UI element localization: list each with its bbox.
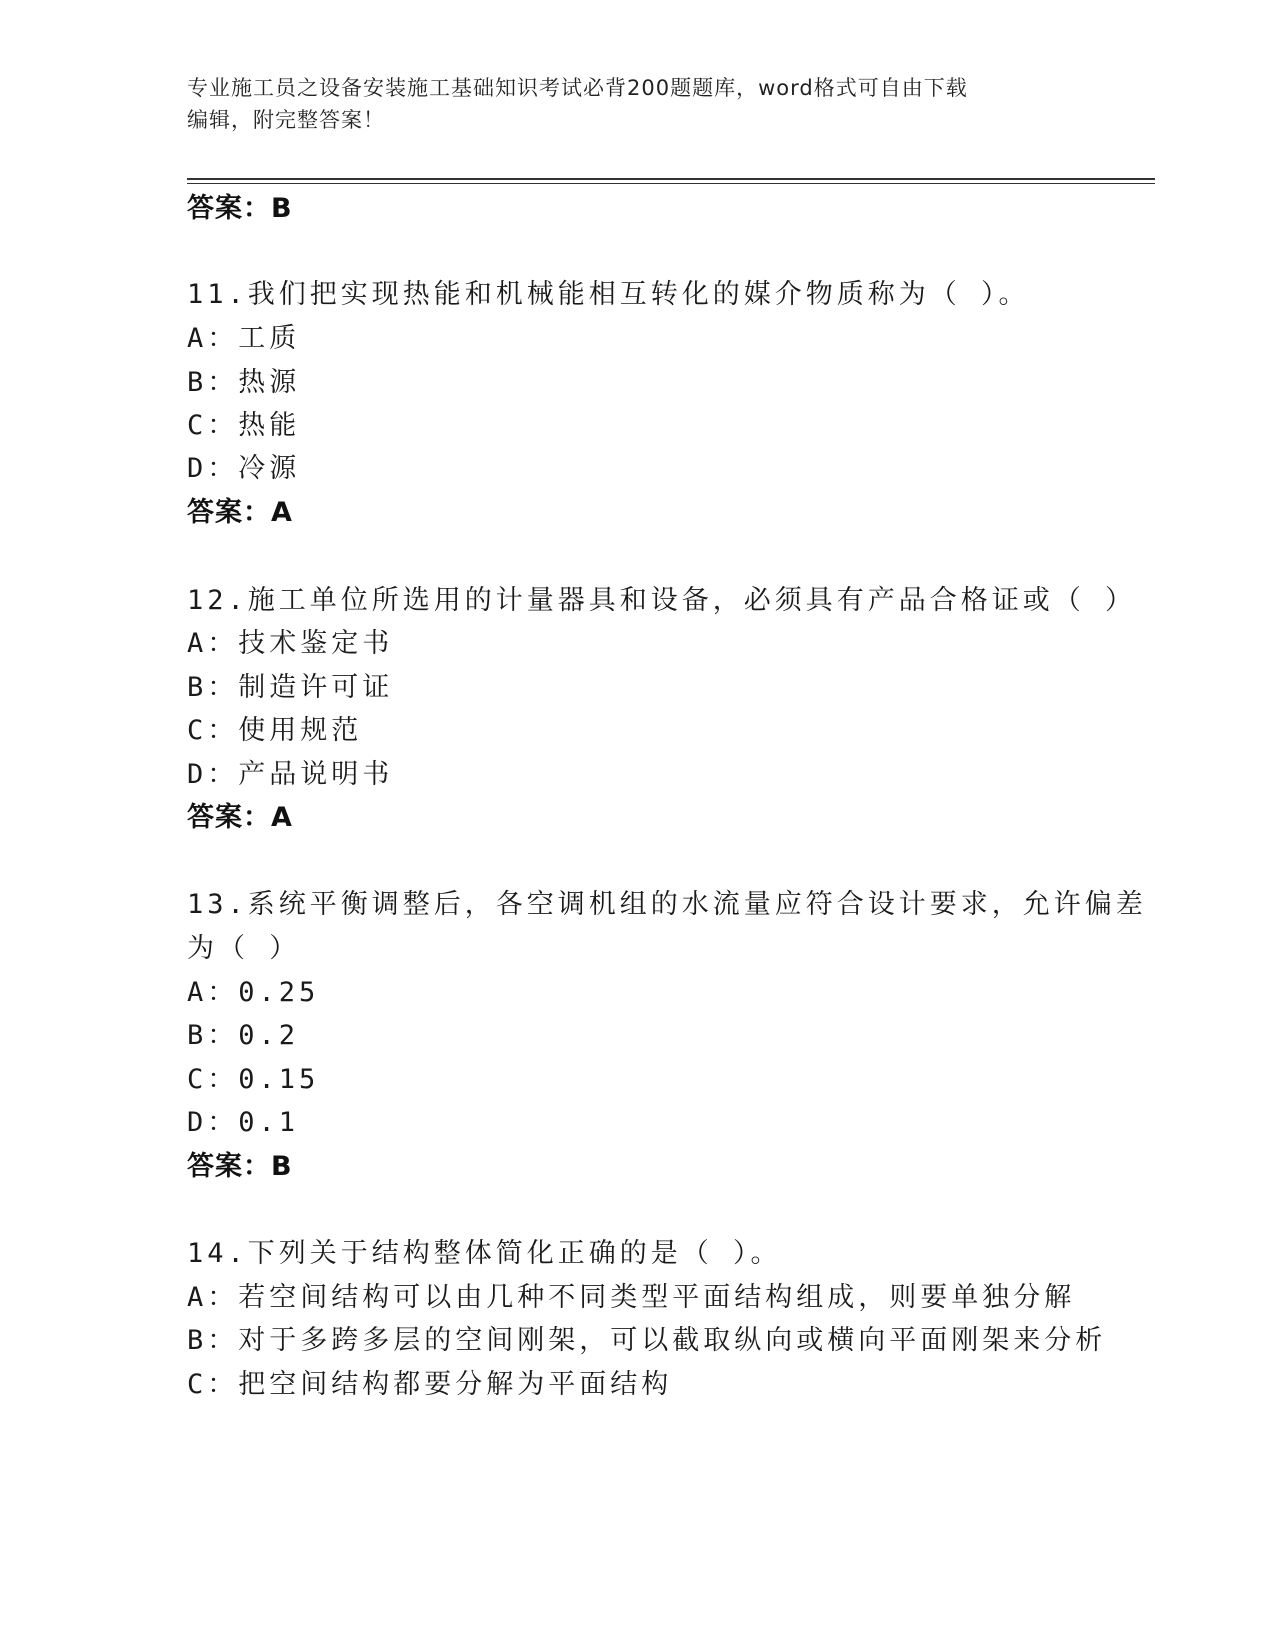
question-13-option-a: A：0.25 bbox=[187, 977, 320, 1008]
question-13-option-d: D：0.1 bbox=[187, 1107, 300, 1138]
question-11-option-b: B：热源 bbox=[187, 367, 301, 398]
answer-q11: 答案：A bbox=[187, 497, 293, 528]
header-divider-thin bbox=[187, 183, 1155, 184]
question-14-option-c: C：把空间结构都要分解为平面结构 bbox=[187, 1369, 673, 1400]
answer-q13: 答案：B bbox=[187, 1151, 293, 1182]
question-13-stem-line-1: 13.系统平衡调整后，各空调机组的水流量应符合设计要求，允许偏差 bbox=[187, 889, 1147, 920]
question-12-option-c: C：使用规范 bbox=[187, 715, 363, 746]
question-11-stem: 11.我们把实现热能和机械能相互转化的媒介物质称为（ ）。 bbox=[187, 279, 1030, 310]
header-line-1: 专业施工员之设备安装施工基础知识考试必背200题题库，word格式可自由下载 bbox=[187, 76, 968, 100]
question-13-option-b: B：0.2 bbox=[187, 1020, 300, 1051]
question-13-option-c: C：0.15 bbox=[187, 1064, 320, 1095]
answer-q12: 答案：A bbox=[187, 802, 293, 833]
header-line-2: 编辑，附完整答案！ bbox=[187, 108, 385, 132]
header-divider-thick bbox=[187, 178, 1155, 180]
question-11-option-d: D：冷源 bbox=[187, 453, 301, 484]
question-11-option-a: A：工质 bbox=[187, 323, 301, 354]
question-13-stem-line-2: 为（ ） bbox=[187, 933, 301, 964]
question-14-stem: 14.下列关于结构整体简化正确的是（ ）。 bbox=[187, 1238, 782, 1269]
question-14-option-b: B：对于多跨多层的空间刚架，可以截取纵向或横向平面刚架来分析 bbox=[187, 1325, 1107, 1356]
question-12-option-b: B：制造许可证 bbox=[187, 672, 394, 703]
question-12-stem: 12.施工单位所选用的计量器具和设备，必须具有产品合格证或（ ） bbox=[187, 585, 1137, 616]
answer-q10: 答案：B bbox=[187, 193, 293, 224]
question-14-option-a: A：若空间结构可以由几种不同类型平面结构组成，则要单独分解 bbox=[187, 1282, 1076, 1313]
document-header bbox=[187, 72, 1067, 136]
question-11-option-c: C：热能 bbox=[187, 410, 301, 441]
question-12-option-d: D：产品说明书 bbox=[187, 759, 394, 790]
question-12-option-a: A：技术鉴定书 bbox=[187, 628, 394, 659]
